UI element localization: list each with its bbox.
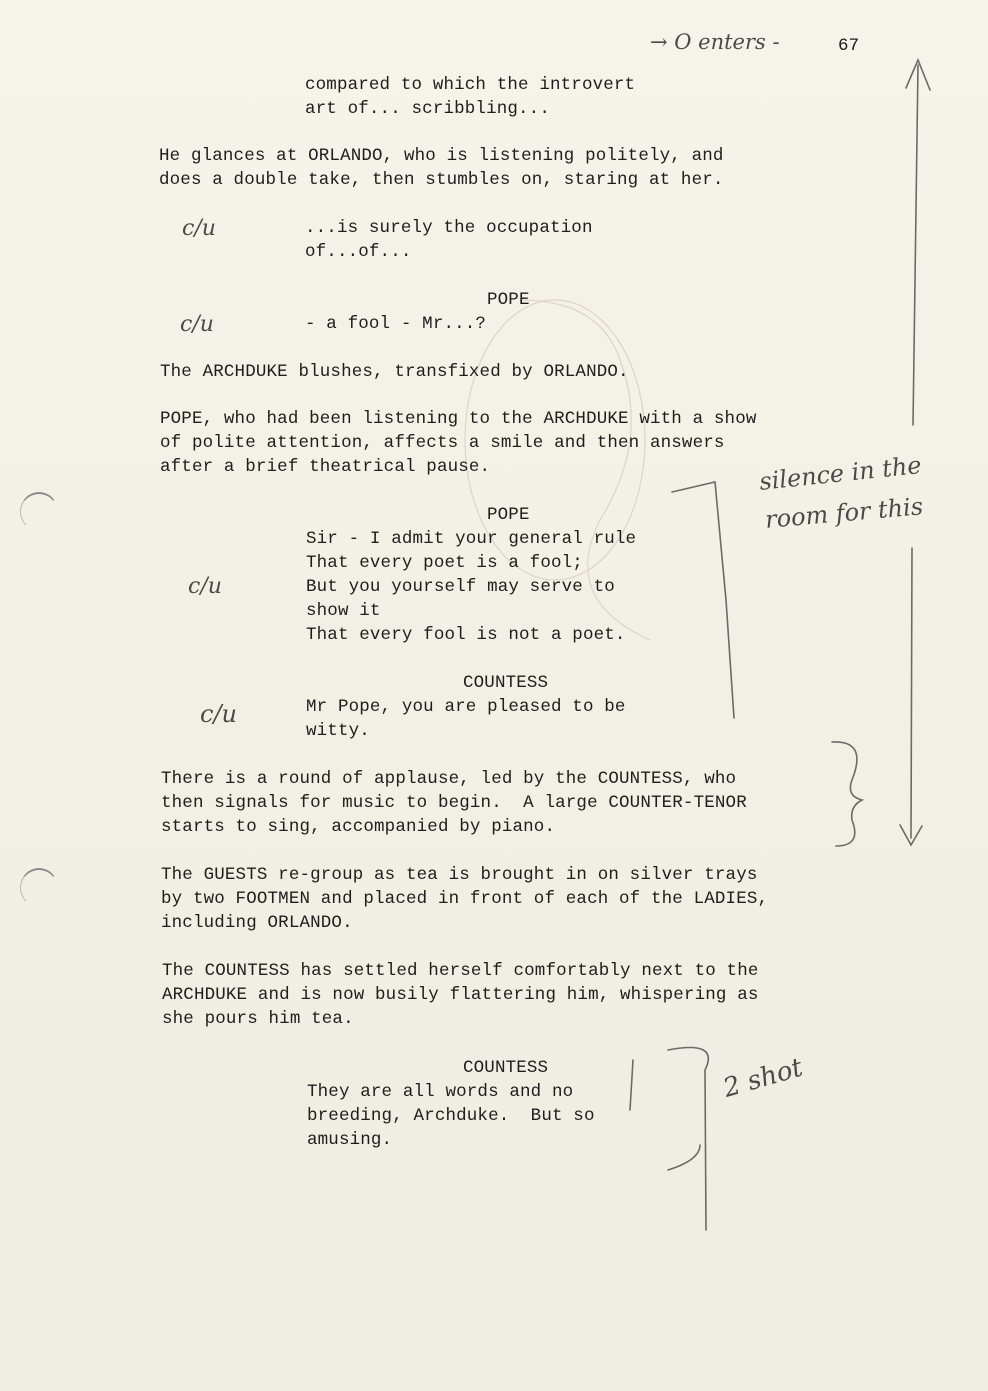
action-line: There is a round of applause, led by the COUNTESS, who — [161, 769, 737, 789]
character-name: COUNTESS — [463, 673, 549, 693]
silence-note: silence in the — [758, 450, 923, 496]
action-line: she pours him tea. — [162, 1009, 354, 1029]
action-line: POPE, who had been listening to the ARCHDUKE with a show — [160, 409, 757, 429]
action-line: The COUNTESS has settled herself comfortably next to the — [162, 961, 759, 981]
dialogue-line: compared to which the introvert — [305, 75, 636, 95]
dialogue-line: ...is surely the occupation — [305, 218, 593, 238]
dialogue-line: amusing. — [307, 1130, 393, 1150]
dialogue-line: witty. — [306, 721, 370, 741]
action-line: ARCHDUKE and is now busily flattering him, whispering as — [162, 985, 759, 1005]
close-up-note: c/u — [182, 216, 216, 241]
dialogue-line: of...of... — [305, 242, 412, 262]
character-name: COUNTESS — [463, 1058, 549, 1078]
close-up-note: c/u — [200, 700, 237, 728]
action-line: including ORLANDO. — [161, 913, 353, 933]
character-name: POPE — [487, 290, 530, 310]
dialogue-line: But you yourself may serve to — [306, 577, 615, 597]
dialogue-line: Mr Pope, you are pleased to be — [306, 697, 626, 717]
dialogue-line: - a fool - Mr...? — [305, 314, 487, 334]
action-line: The GUESTS re-group as tea is brought in on silver trays — [161, 865, 758, 885]
action-line: after a brief theatrical pause. — [160, 457, 491, 477]
close-up-note: c/u — [180, 312, 214, 337]
dialogue-line: breeding, Archduke. But so — [307, 1106, 595, 1126]
dialogue-line: That every fool is not a poet. — [306, 625, 626, 645]
dialogue-line: show it — [306, 601, 381, 621]
two-shot-note: 2 shot — [720, 1052, 807, 1104]
close-up-note: c/u — [188, 574, 222, 599]
action-line: The ARCHDUKE blushes, transfixed by ORLANDO. — [160, 362, 629, 382]
dialogue-line: Sir - I admit your general rule — [306, 529, 637, 549]
action-line: does a double take, then stumbles on, staring at her. — [159, 170, 724, 190]
action-line: then signals for music to begin. A large COUNTER-TENOR — [161, 793, 747, 813]
action-line: starts to sing, accompanied by piano. — [161, 817, 556, 837]
dialogue-line: art of... scribbling... — [305, 99, 550, 119]
silence-note: room for this — [764, 492, 925, 534]
character-name: POPE — [487, 505, 530, 525]
action-line: of polite attention, affects a smile and then answers — [160, 433, 725, 453]
dialogue-line: That every poet is a fool; — [306, 553, 583, 573]
header-handwritten-note: → O enters - — [650, 30, 780, 54]
action-line: He glances at ORLANDO, who is listening politely, and — [159, 146, 724, 166]
page-number: 67 — [838, 36, 860, 56]
dialogue-line: They are all words and no — [307, 1082, 574, 1102]
action-line: by two FOOTMEN and placed in front of each of the LADIES, — [161, 889, 769, 909]
